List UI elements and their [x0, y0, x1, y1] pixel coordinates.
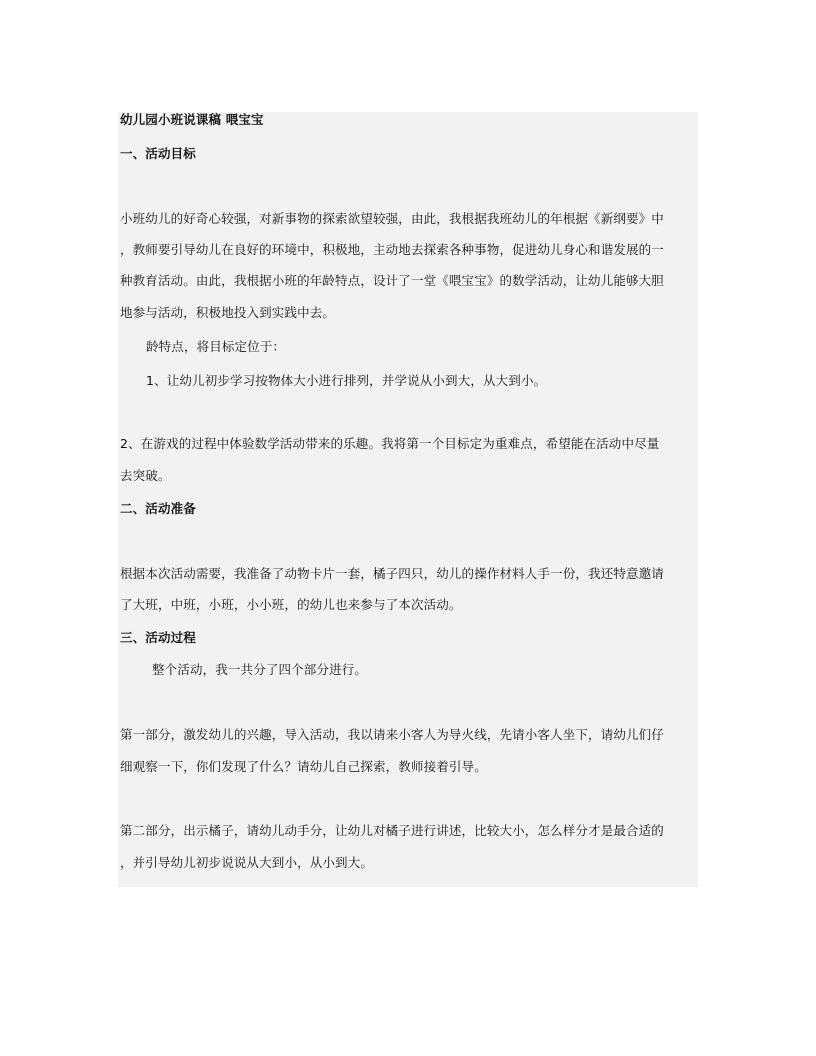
- paragraph-line: 地参与活动，积极地投入到实践中去。: [120, 305, 336, 320]
- section-heading-process: 三、活动过程: [120, 630, 196, 645]
- paragraph-line: 第一部分，激发幼儿的兴趣，导入活动，我以请来小客人为导火线，先请小客人坐下，请幼儿们仔: [120, 727, 664, 742]
- goal-item-2-line: 去突破。: [120, 468, 171, 483]
- paragraph-line: 龄特点，将目标定位于：: [146, 339, 286, 354]
- paragraph-line: 细观察一下，你们发现了什么？请幼儿自己探索，教师接着引导。: [120, 759, 487, 774]
- paragraph-line: ，教师要引导幼儿在良好的环境中，积极地，主动地去探索各种事物，促进幼儿身心和谐发展的一: [120, 242, 664, 257]
- paragraph-line: 整个活动，我一共分了四个部分进行。: [152, 662, 368, 677]
- paragraph-line: 种教育活动。由此，我根据小班的年龄特点，设计了一堂《喂宝宝》的数学活动，让幼儿能够大胆: [120, 273, 664, 288]
- goal-item-2-line: 2、在游戏的过程中体验数学活动带来的乐趣。我将第一个目标定为重难点，希望能在活动中尽量: [120, 436, 660, 451]
- document-title: 幼儿园小班说课稿 喂宝宝: [120, 112, 264, 127]
- paragraph-line: ，并引导幼儿初步说说从大到小，从小到大。: [120, 855, 374, 870]
- goal-item-1: 1、让幼儿初步学习按物体大小进行排列，并学说从小到大，从大到小。: [146, 373, 547, 388]
- paragraph-line: 小班幼儿的好奇心较强，对新事物的探索欲望较强，由此，我根据我班幼儿的年根据《新纲要》中: [120, 211, 664, 226]
- section-heading-goals: 一、活动目标: [120, 146, 196, 161]
- paragraph-line: 根据本次活动需要，我准备了动物卡片一套，橘子四只，幼儿的操作材料人手一份，我还特意邀请: [120, 566, 664, 581]
- section-heading-preparation: 二、活动准备: [120, 501, 196, 516]
- paragraph-line: 了大班，中班，小班，小小班，的幼儿也来参与了本次活动。: [120, 597, 462, 612]
- paragraph-line: 第二部分，出示橘子，请幼儿动手分，让幼儿对橘子进行讲述，比较大小，怎么样分才是最合适的: [120, 823, 664, 838]
